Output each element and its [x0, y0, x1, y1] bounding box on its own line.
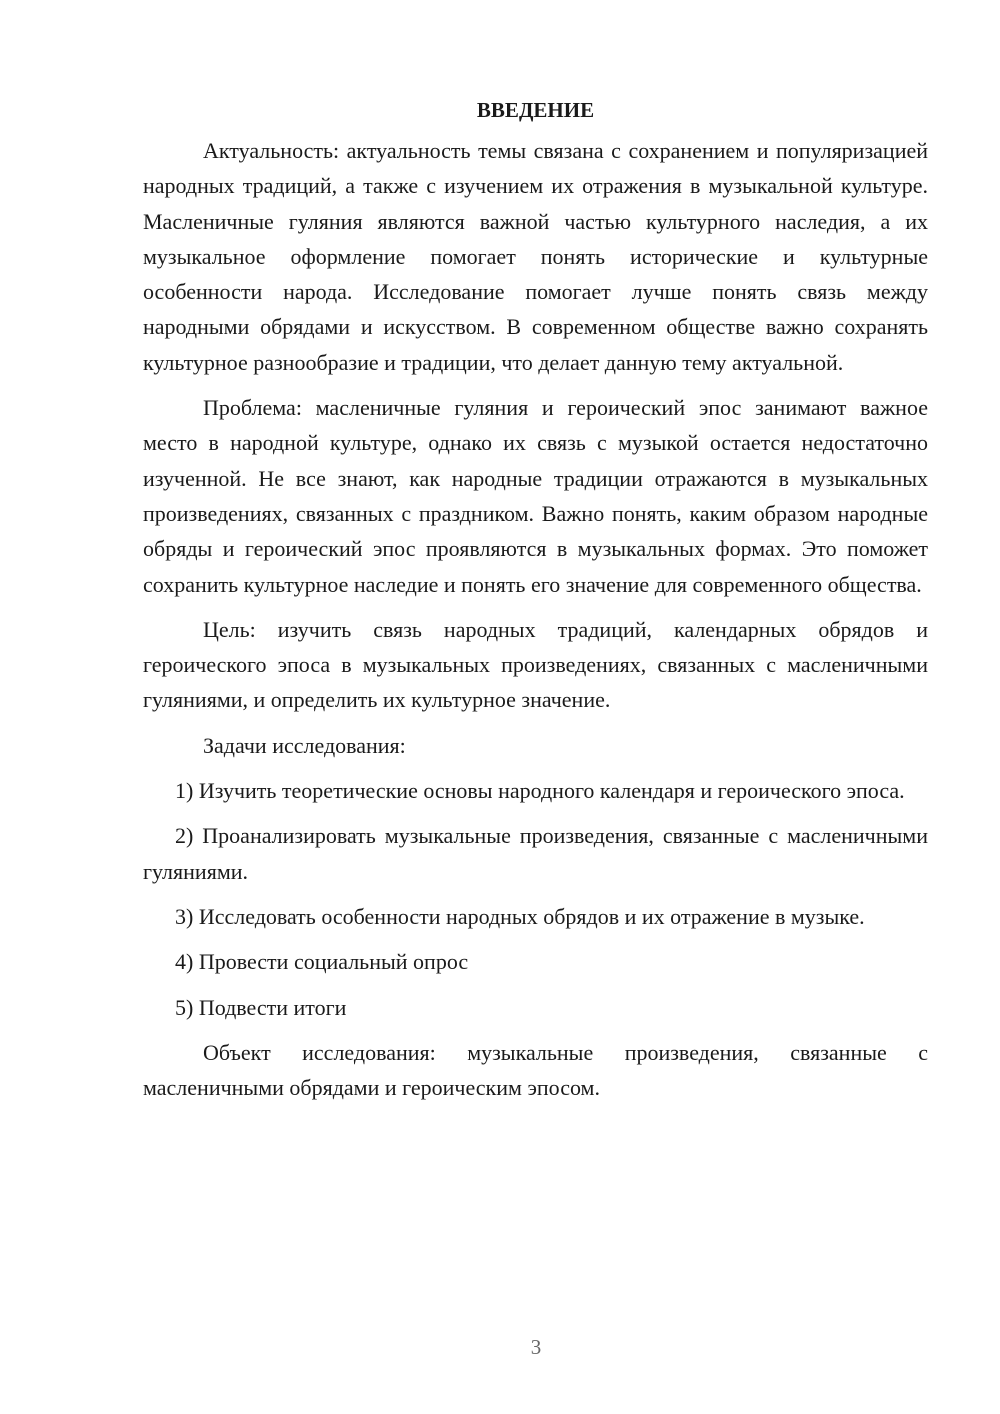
task-item: 2) Проанализировать музыкальные произведения, связанные с масленичными гуляниями. — [143, 823, 928, 884]
task-item: 1) Изучить теоретические основы народного календаря и героического эпоса. — [175, 778, 905, 804]
task-item: 4) Провести социальный опрос — [175, 949, 469, 975]
document-page — [143, 92, 928, 1115]
problem-paragraph: Проблема: масленичные гуляния и героический эпос занимают важное место в народной культуре, однако их связь с музыкой остается недостаточно изученной. Не все знают, как народные традиции отражаются в музыкальных произведениях, связанных с праздником. Важно понять, каким образом народные обряды и героический эпос проявляются в музыкальных формах. Это поможет сохранить культурное наследие и понять его значение для современного общества. — [143, 395, 928, 597]
tasks-list — [143, 773, 928, 1025]
page-title: ВВЕДЕНИЕ — [476, 98, 595, 122]
task-item: 5) Подвести итоги — [175, 994, 347, 1020]
object-paragraph: Объект исследования: музыкальные произведения, связанные с масленичными обрядами и героическим эпосом. — [143, 1039, 928, 1101]
page-number: 3 — [530, 1335, 542, 1359]
goal-paragraph: Цель: изучить связь народных традиций, календарных обрядов и героического эпоса в музыкальных произведениях, связанных с масленичными гуляниями, и определить их культурное значение. — [143, 616, 928, 713]
tasks-heading: Задачи исследования: — [203, 732, 406, 758]
task-item: 3) Исследовать особенности народных обрядов и их отражение в музыке. — [175, 903, 865, 929]
relevance-paragraph: Актуальность: актуальность темы связана с сохранением и популяризацией народных традиций, а также с изучением их отражения в музыкальной культуре. Масленичные гуляния являются важной частью культурного наследия, а их музыкальное оформление помогает понять исторические и культурные особенности народа. Исследование помогает лучше понять связь между народными обрядами и искусством. В современном обществе важно сохранять культурное разнообразие и традиции, что делает данную тему актуальной. — [143, 138, 928, 375]
